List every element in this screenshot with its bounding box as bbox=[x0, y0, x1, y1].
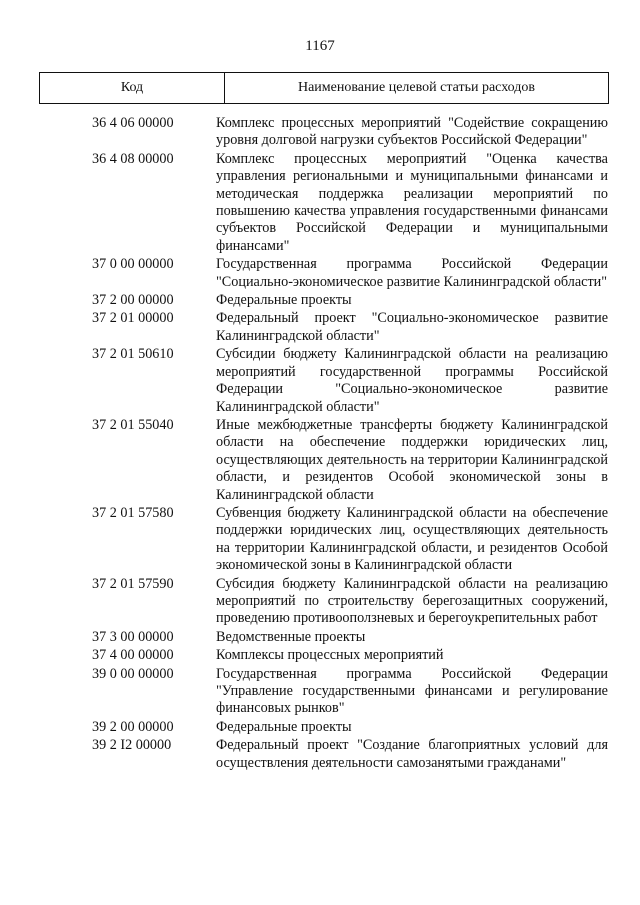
table-row bbox=[0, 647, 640, 664]
page-number: 1167 bbox=[305, 38, 335, 54]
row-name: Федеральный проект "Создание благоприятных условий для осуществления деятельности самозанятыми гражданами" bbox=[216, 737, 608, 771]
row-name: Субвенция бюджету Калининградской области на обеспечение поддержки юридических лиц, осуществляющих деятельность на территории Калининградской области, и резидентов Особой экономической зоны в Калининградской области bbox=[216, 504, 608, 574]
row-name: Иные межбюджетные трансферты бюджету Калининградской области на обеспечение поддержки юридических лиц, осуществляющих деятельность на территории Калининградской области, и резидентов Особой экономической зоны в Калининградской области bbox=[216, 416, 608, 503]
row-code: 36 4 06 00000 bbox=[92, 115, 174, 131]
table-row bbox=[0, 151, 640, 255]
row-code: 37 2 01 00000 bbox=[92, 310, 174, 327]
table-row bbox=[0, 310, 640, 345]
row-name: Федеральные проекты bbox=[216, 718, 352, 735]
row-name: Федеральный проект "Социально-экономическое развитие Калининградской области" bbox=[216, 310, 608, 344]
row-code: 37 0 00 00000 bbox=[92, 256, 174, 273]
row-name: Федеральные проекты bbox=[216, 292, 352, 309]
row-name: Субсидии бюджету Калининградской области на реализацию мероприятий государственной программы Российской Федерации "Социально-экономическое развитие Калининградской области" bbox=[216, 346, 608, 415]
row-name: Комплексы процессных мероприятий bbox=[216, 647, 444, 664]
table-row bbox=[0, 256, 640, 291]
row-code: 37 2 00 00000 bbox=[92, 292, 174, 309]
row-code: 37 2 01 57590 bbox=[92, 575, 174, 592]
row-name: Ведомственные проекты bbox=[216, 628, 366, 645]
row-code: 39 2 I2 00000 bbox=[92, 737, 172, 754]
table-row bbox=[0, 719, 640, 736]
table-row bbox=[0, 292, 640, 309]
table-row bbox=[0, 346, 640, 416]
table-row bbox=[0, 666, 640, 718]
table-body bbox=[0, 115, 640, 773]
row-name: Субсидия бюджету Калининградской области на реализацию мероприятий по строительству берегозащитных сооружений, проведению противооползневых и берегоукрепительных работ bbox=[216, 575, 608, 627]
row-code: 39 2 00 00000 bbox=[92, 718, 174, 735]
row-code: 36 4 08 00000 bbox=[92, 150, 174, 167]
row-code: 37 2 01 55040 bbox=[92, 416, 174, 433]
table-header bbox=[39, 72, 609, 104]
row-code: 37 3 00 00000 bbox=[92, 628, 174, 645]
row-code: 39 0 00 00000 bbox=[92, 665, 174, 682]
row-code: 37 2 01 50610 bbox=[92, 346, 174, 363]
table-row bbox=[0, 737, 640, 772]
row-name: Государственная программа Российской Федерации "Социально-экономическое развитие Калининградской области" bbox=[216, 256, 608, 290]
table-row bbox=[0, 115, 640, 150]
table-row bbox=[0, 417, 640, 504]
table-row bbox=[0, 576, 640, 628]
row-name: Комплекс процессных мероприятий "Содействие сокращению уровня долговой нагрузки субъектов Российской Федерации" bbox=[216, 115, 608, 149]
table-row bbox=[0, 629, 640, 646]
row-name: Государственная программа Российской Федерации "Управление государственными финансами и регулирование финансовых рынков" bbox=[216, 665, 608, 717]
row-code: 37 4 00 00000 bbox=[92, 647, 174, 664]
column-header-code: Код bbox=[40, 73, 225, 103]
column-header-name: Наименование целевой статьи расходов bbox=[297, 80, 536, 95]
table-row bbox=[0, 505, 640, 575]
row-code: 37 2 01 57580 bbox=[92, 504, 174, 521]
row-name: Комплекс процессных мероприятий "Оценка качества управления региональными и муниципальными финансами и методическая поддержка реализации мероприятий по повышению качества управления государственными финансами субъектов Российской Федерации и муниципальными финансами" bbox=[216, 150, 608, 254]
